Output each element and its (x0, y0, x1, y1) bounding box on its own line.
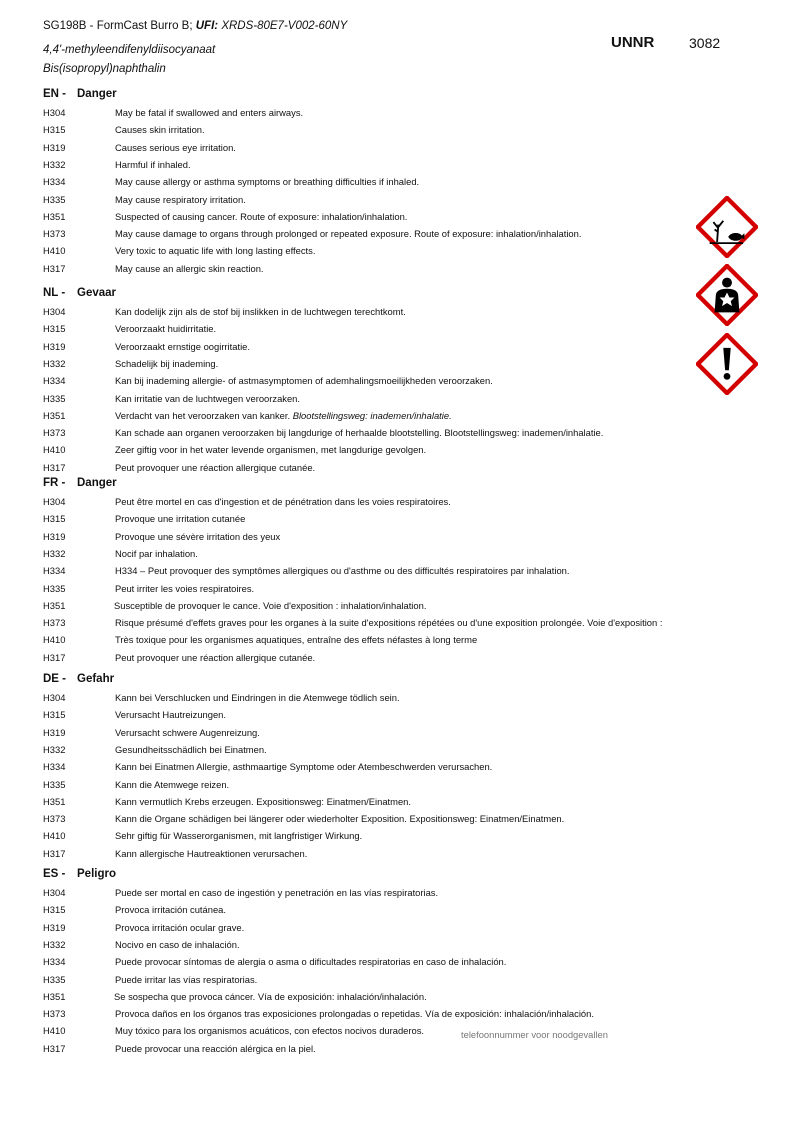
hazard-code: H315 (43, 513, 66, 525)
hazard-text-main: Peut irriter les voies respiratoires. (115, 582, 255, 594)
ufi-label: UFI: (195, 20, 219, 32)
signal-word: Danger (77, 88, 117, 100)
hazard-text (115, 760, 492, 773)
hazard-text-main: Se sospecha que provoca cáncer. Vía de exposición: inhalación/inhalación. (114, 990, 427, 1002)
hazard-text-main: Verdacht van het veroorzaken van kanker. (115, 409, 291, 421)
hazard-code: H373 (43, 427, 66, 439)
hazard-code: H332 (43, 357, 66, 369)
hazard-code: H315 (43, 904, 66, 916)
hazard-code: H304 (43, 887, 66, 898)
language-section-header (43, 673, 114, 685)
language-code: FR - (43, 477, 66, 489)
hazard-text (115, 210, 407, 223)
hazard-code: H317 (43, 262, 66, 274)
hazard-text (115, 955, 506, 968)
hazard-text (115, 357, 218, 370)
hazard-text-main: Provoca irritación cutánea. (115, 904, 226, 916)
hazard-text (115, 778, 229, 791)
language-code: DE - (43, 673, 66, 685)
hazard-code: H351 (43, 990, 66, 1002)
hazard-text (115, 633, 477, 646)
hazard-text (115, 443, 426, 456)
hazard-text (115, 903, 226, 916)
unnr-label: UNNR (611, 34, 655, 51)
hazard-code: H334 (43, 375, 66, 387)
hazard-text-main: Provoque une sévère irritation des yeux (115, 530, 281, 542)
hazard-code: H335 (43, 392, 66, 404)
hazard-text (115, 512, 245, 525)
hazard-code: H335 (43, 778, 66, 790)
hazard-text-main: Suspected of causing cancer. Route of exposure: inhalation/inhalation. (115, 210, 408, 222)
hazard-text-main: Kann die Atemwege reizen. (115, 778, 230, 790)
hazard-code: H335 (43, 973, 66, 985)
hazard-code: H332 (43, 938, 66, 950)
hazard-code: H304 (43, 496, 66, 507)
hazard-code: H335 (43, 193, 66, 205)
language-code: EN - (43, 88, 66, 100)
hazard-code: H317 (43, 847, 66, 859)
hazard-code: H304 (43, 107, 66, 118)
hazard-code: H410 (43, 830, 66, 842)
hazard-text (115, 244, 315, 257)
hazard-text (115, 691, 400, 704)
hazard-text-main: Causes skin irritation. (115, 124, 205, 136)
ingredient-line: Bis(isopropyl)naphthalin (43, 63, 166, 75)
hazard-text (115, 708, 226, 721)
hazard-code: H351 (43, 210, 66, 222)
hazard-text (115, 158, 191, 171)
hazard-text-main: Zeer giftig voor in het water levende organismen, met langdurige gevolgen. (115, 444, 427, 456)
hazard-text-main: Puede provocar una reacción alérgica en la piel. (115, 1042, 316, 1054)
hazard-text (115, 1042, 316, 1055)
health-hazard-icon (696, 264, 758, 326)
hazard-text-main: Kan schade aan organen veroorzaken bij langdurige of herhaalde blootstelling. Blootstellingsweg: inademen/inhalatie. (115, 427, 604, 439)
hazard-text (115, 426, 603, 439)
hazard-text-main: Risque présumé d'effets graves pour les organes à la suite d'expositions répétées ou d'une exposition prolongée. Voie d'exposition : (115, 617, 663, 629)
language-section-header (43, 477, 117, 489)
hazard-text (115, 1024, 424, 1037)
hazard-code: H317 (43, 461, 66, 473)
hazard-code: H315 (43, 709, 66, 721)
language-section-header (43, 88, 117, 100)
hazard-text (115, 227, 581, 240)
hazard-text (115, 409, 452, 422)
hazard-text-main: Veroorzaakt huidirritatie. (115, 323, 217, 335)
language-code: NL - (43, 287, 66, 299)
hazard-text-main: Provoque une irritation cutanée (115, 513, 246, 525)
hazard-text (115, 495, 451, 508)
hazard-text-main: Kan irritatie van de luchtwegen veroorzaken. (115, 392, 301, 404)
hazard-code: H317 (43, 651, 66, 663)
hazard-text-main: Kann allergische Hautreaktionen verursachen. (115, 847, 308, 859)
hazard-code: H334 (43, 565, 66, 577)
hazard-text-main: May cause allergy or asthma symptoms or breathing difficulties if inhaled. (115, 176, 420, 188)
hazard-text-italic: Blootstellingsweg: inademen/inhalatie. (290, 409, 452, 421)
hazard-code: H373 (43, 1008, 66, 1020)
hazard-code: H317 (43, 1042, 66, 1054)
hazard-text (115, 123, 205, 136)
hazard-text (115, 726, 260, 739)
hazard-text (115, 392, 300, 405)
product-code: SG198B - FormCast Burro B; (43, 20, 193, 32)
hazard-text-main: Kan dodelijk zijn als de stof bij inslikken in de luchtwegen terechtkomt. (115, 306, 406, 317)
hazard-text (114, 599, 426, 612)
hazard-text (115, 847, 307, 860)
language-code: ES - (43, 868, 66, 880)
hazard-text (115, 461, 315, 474)
ingredient-line: 4,4'-methyleendifenyldiisocyanaat (43, 44, 216, 56)
hazard-text-main: Harmful if inhaled. (115, 158, 191, 170)
hazard-code: H319 (43, 530, 66, 542)
signal-word: Gefahr (77, 673, 115, 685)
hazard-code: H410 (43, 1025, 66, 1037)
hazard-code: H319 (43, 726, 66, 738)
hazard-text (115, 106, 303, 119)
hazard-text-main: Peut provoquer une réaction allergique cutanée. (115, 461, 316, 473)
hazard-text-main: Causes serious eye irritation. (115, 141, 236, 153)
hazard-code: H304 (43, 692, 66, 703)
hazard-text-main: Provoca daños en los órganos tras exposiciones prolongadas o repetidas. Vía de exposición: inhalación/inhalación. (115, 1008, 594, 1020)
hazard-code: H351 (43, 409, 66, 421)
hazard-code: H351 (43, 599, 66, 611)
hazard-text-main: Susceptible de provoquer le cance. Voie d'exposition : inhalation/inhalation. (114, 599, 427, 611)
hazard-text-main: Kann vermutlich Krebs erzeugen. Expositionsweg: Einatmen/Einatmen. (115, 795, 411, 807)
hazard-text-main: Nocif par inhalation. (115, 547, 198, 559)
signal-word: Gevaar (77, 287, 117, 299)
hazard-text (115, 262, 264, 275)
signal-word: Danger (77, 477, 117, 489)
hazard-text (115, 175, 419, 188)
hazard-text (115, 1007, 594, 1020)
hazard-code: H315 (43, 124, 66, 136)
hazard-text-main: Gesundheitsschädlich bei Einatmen. (115, 743, 267, 755)
hazard-code: H410 (43, 444, 66, 456)
hazard-code: H334 (43, 176, 66, 188)
hazard-text-main: Puede provocar síntomas de alergia o asma o dificultades respiratorias en caso de inhalación. (115, 956, 507, 968)
hazard-text-main: Kann bei Einatmen Allergie, asthmaartige Symptome oder Atembeschwerden verursachen. (115, 761, 493, 773)
exclamation-mark-icon (696, 333, 758, 395)
hazard-text (115, 305, 406, 318)
hazard-code: H319 (43, 340, 66, 352)
hazard-text (115, 322, 216, 335)
hazard-code: H351 (43, 795, 66, 807)
hazard-text (115, 616, 662, 629)
hazard-text (115, 973, 257, 986)
hazard-code: H373 (43, 813, 66, 825)
signal-word: Peligro (77, 868, 116, 880)
hazard-text-main: Muy tóxico para los organismos acuáticos, con efectos nocivos duraderos. (115, 1025, 425, 1037)
hazard-code: H334 (43, 956, 66, 968)
hazard-text (115, 812, 564, 825)
hazard-code: H332 (43, 547, 66, 559)
environment-hazard-icon (696, 196, 758, 258)
emergency-phone-note: telefoonnummer voor noodgevallen (461, 1029, 608, 1040)
language-section-header (43, 868, 116, 880)
hazard-text-main: Verursacht Hautreizungen. (115, 709, 227, 721)
hazard-text (115, 938, 240, 951)
hazard-text (115, 193, 246, 206)
hazard-text (115, 340, 250, 353)
hazard-text-main: Kann die Organe schädigen bei längerer oder wiederholter Exposition. Expositionsweg: Einatmen/Einatmen. (115, 813, 565, 825)
hazard-text-main: Schadelijk bij inademing. (115, 357, 219, 369)
hazard-text-main: Puede irritar las vías respiratorias. (115, 973, 258, 985)
hazard-code: H335 (43, 582, 66, 594)
language-section-header (43, 287, 116, 299)
hazard-text (115, 547, 198, 560)
hazard-code: H332 (43, 158, 66, 170)
hazard-code: H410 (43, 245, 66, 257)
hazard-text-main: Nocivo en caso de inhalación. (115, 938, 240, 950)
hazard-code: H315 (43, 323, 66, 335)
hazard-text (115, 374, 493, 387)
hazard-text (114, 990, 427, 1003)
hazard-code: H373 (43, 617, 66, 629)
unnr-value: 3082 (689, 35, 721, 51)
hazard-text (115, 921, 244, 934)
hazard-text-main: Kan bij inademing allergie- of astmasymptomen of ademhalingsmoeilijkheden veroorzaken. (115, 375, 493, 387)
hazard-text (115, 141, 236, 154)
hazard-text-main: Sehr giftig für Wasserorganismen, mit langfristiger Wirkung. (115, 830, 363, 842)
hazard-code: H332 (43, 743, 66, 755)
hazard-code: H410 (43, 634, 66, 646)
hazard-text-main: May be fatal if swallowed and enters airways. (115, 107, 304, 118)
hazard-text-main: Très toxique pour les organismes aquatiques, entraîne des effets néfastes à long terme (115, 634, 478, 646)
hazard-text (115, 886, 438, 899)
hazard-code: H334 (43, 761, 66, 773)
hazard-text-main: Very toxic to aquatic life with long lasting effects. (115, 245, 316, 257)
hazard-code: H319 (43, 141, 66, 153)
hazard-text (115, 564, 569, 577)
hazard-text (115, 530, 280, 543)
hazard-code: H319 (43, 921, 66, 933)
ufi-value: XRDS-80E7-V002-60NY (221, 20, 348, 32)
hazard-text-main: May cause respiratory irritation. (115, 193, 246, 205)
hazard-text-main: Peut provoquer une réaction allergique cutanée. (115, 651, 316, 663)
hazard-text (115, 743, 267, 756)
hazard-text-main: Kann bei Verschlucken und Eindringen in die Atemwege tödlich sein. (115, 692, 400, 703)
product-header-line (43, 20, 347, 32)
hazard-text (115, 582, 254, 595)
hazard-text (115, 651, 315, 664)
hazard-text-main: H334 – Peut provoquer des symptômes allergiques ou d'asthme ou des difficultés respiratoires par inhalation. (115, 565, 570, 577)
hazard-text-main: May cause an allergic skin reaction. (115, 262, 264, 274)
hazard-text (115, 829, 362, 842)
hazard-text-main: Provoca irritación ocular grave. (115, 921, 245, 933)
hazard-text-main: Verursacht schwere Augenreizung. (115, 726, 260, 738)
hazard-text-main: Puede ser mortal en caso de ingestión y penetración en las vías respiratorias. (115, 887, 439, 898)
hazard-code: H373 (43, 228, 66, 240)
hazard-text-main: Peut être mortel en cas d'ingestion et de pénétration dans les voies respiratoires. (115, 496, 451, 507)
hazard-text-main: May cause damage to organs through prolonged or repeated exposure. Route of exposure: inhalation/inhalation. (115, 228, 582, 240)
hazard-text-main: Veroorzaakt ernstige oogirritatie. (115, 340, 250, 352)
hazard-text (115, 795, 411, 808)
hazard-code: H304 (43, 306, 66, 317)
